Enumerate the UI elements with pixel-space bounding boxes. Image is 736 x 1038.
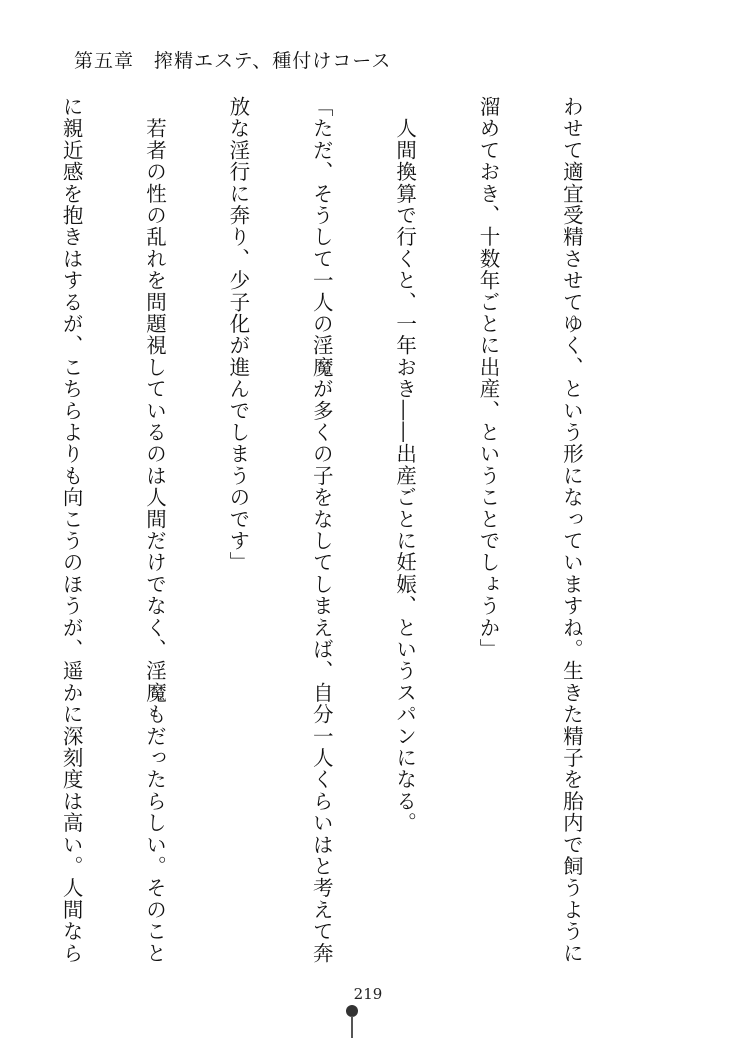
body-text <box>0 96 640 964</box>
page-marker-line <box>351 1016 353 1038</box>
text-line: 若者の性の乱れを問題視しているのは人間だけでなく、淫魔もだったらしい。そのこと <box>142 96 167 964</box>
text-line: 人間換算で行くと、一年おき――出産ごとに妊娠、というスパンになる。 <box>392 96 417 834</box>
chapter-header: 第五章 搾精エステ、種付けコース <box>74 50 392 72</box>
text-line: わせて適宜受精させてゆく、という形になっていますね。生きた精子を胎内で飼うように <box>559 96 584 964</box>
text-line: に親近感を抱きはするが、こちらよりも向こうのほうが、遥かに深刻度は高い。人間なら <box>59 96 84 964</box>
text-line: 溜めておき、十数年ごとに出産、ということでしょうか」 <box>476 96 501 661</box>
text-line: 「ただ、そうして一人の淫魔が多くの子をなしてしまえば、自分一人くらいはと考えて奔 <box>309 96 334 964</box>
text-line <box>0 96 1 956</box>
text-line: 放な淫行に奔り、少子化が進んでしまうのです」 <box>225 96 250 574</box>
page-number: 219 <box>353 985 383 1003</box>
